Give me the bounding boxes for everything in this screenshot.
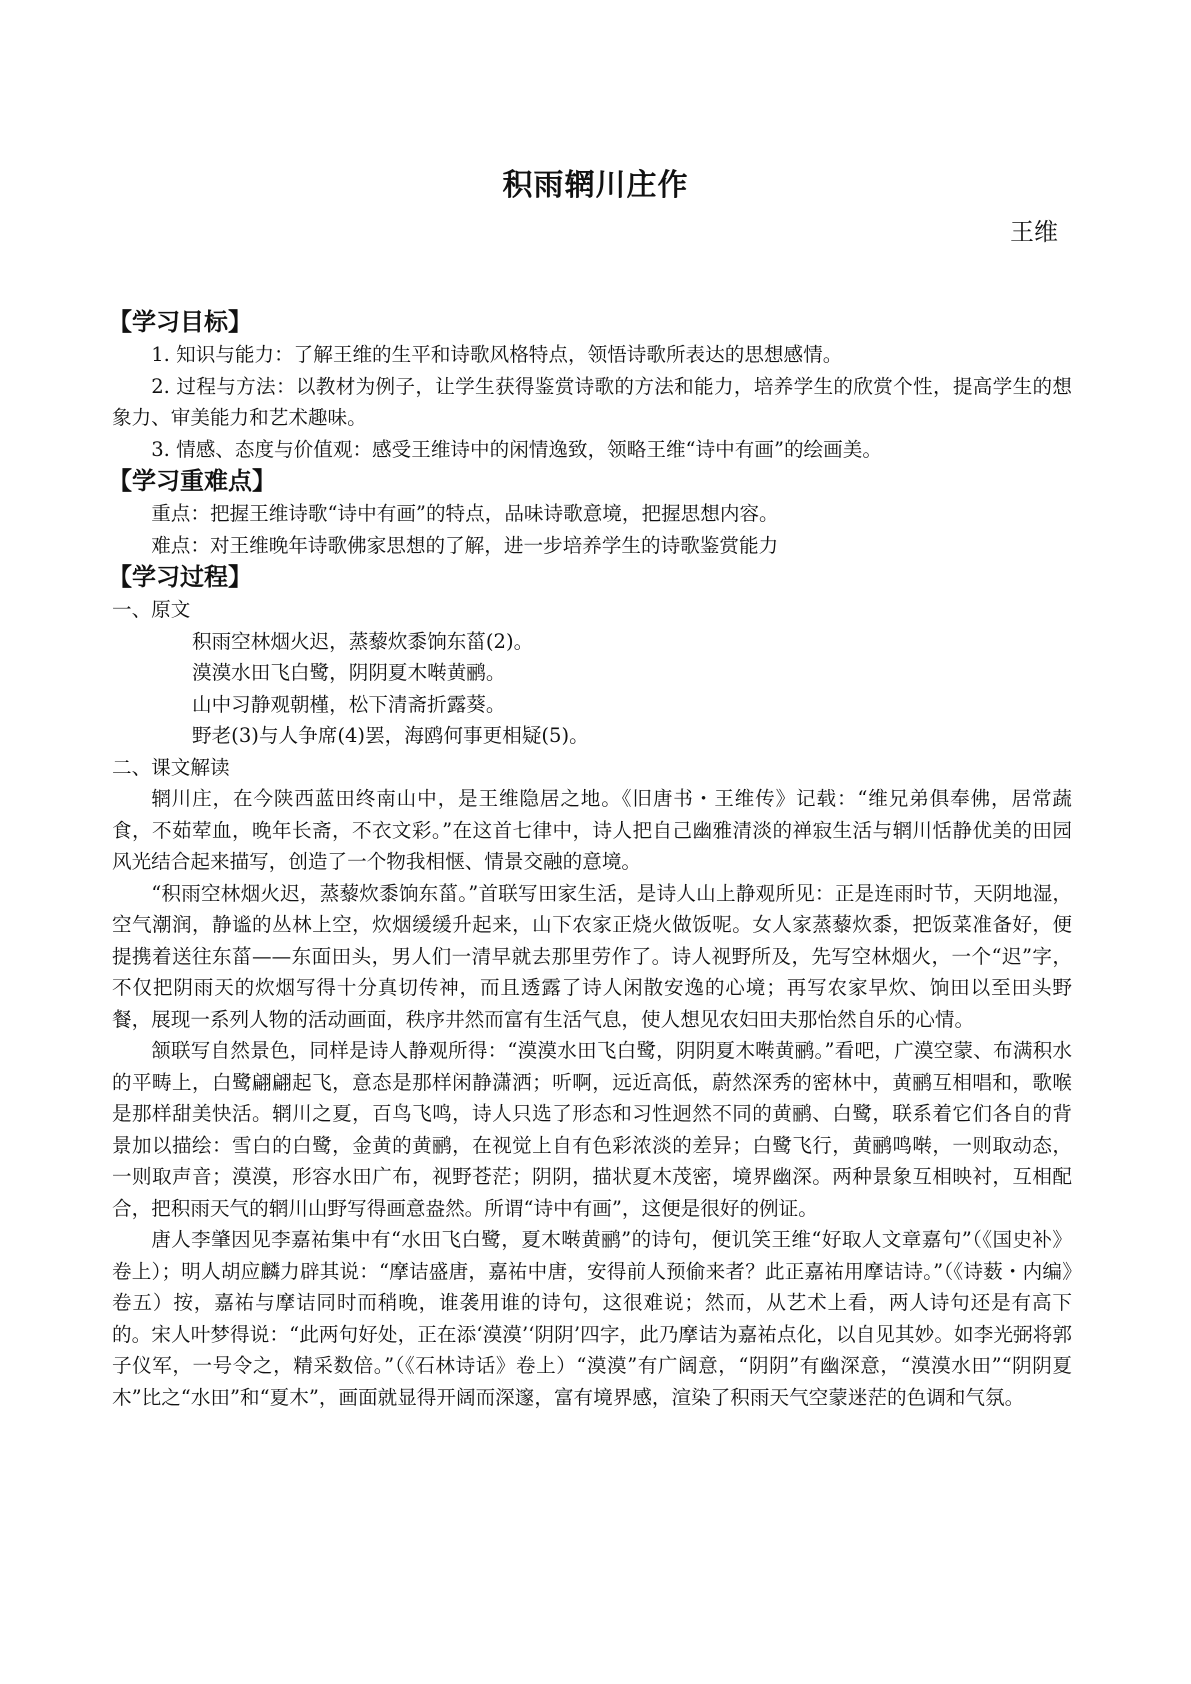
goal-item: 3. 情感、态度与价值观：感受王维诗中的闲情逸致，领略王维“诗中有画”的绘画美。: [151, 437, 882, 461]
poem-line: 野老(3)与人争席(4)罢，海鸥何事更相疑(5)。: [192, 724, 589, 747]
page-title: 积雨辋川庄作: [502, 168, 689, 203]
document-body: [108, 306, 1072, 1413]
key-points-heading: 【学习重难点】: [108, 467, 276, 495]
author-name: 王维: [1010, 218, 1058, 246]
goal-item: 1. 知识与能力：了解王维的生平和诗歌风格特点，领悟诗歌所表达的思想感情。: [151, 343, 843, 366]
poem-line: 积雨空林烟火迟，蒸藜炊黍饷东菑(2)。: [192, 629, 534, 653]
goal-item: 2. 过程与方法：以教材为例子，让学生获得鉴赏诗歌的方法和能力，培养学生的欣赏个性，提高学生的想象力、审美能力和艺术趣味。: [112, 374, 1072, 429]
goals-heading: 【学习目标】: [108, 308, 252, 336]
key-point-item: 难点：对王维晚年诗歌佛家思想的了解，进一步培养学生的诗歌鉴赏能力: [151, 533, 779, 557]
key-point-item: 重点：把握王维诗歌“诗中有画”的特点，品味诗歌意境，把握思想内容。: [151, 502, 779, 525]
analysis-label: 二、课文解读: [112, 755, 230, 779]
poem-line: 漠漠水田飞白鹭，阴阴夏木啭黄鹂。: [192, 661, 506, 684]
analysis-paragraph: 颔联写自然景色，同样是诗人静观所得：“漠漠水田飞白鹭，阴阴夏木啭黄鹂。”看吧，广漠空蒙、布满积水的平畴上，白鹭翩翩起飞，意态是那样闲静潇洒；听啊，远近高低，蔚然深秀的密林中，黄鹂互相唱和，歌喉是那样甜美快活。辋川之夏，百鸟飞鸣，诗人只选了形态和习性迥然不同的黄鹂、白鹭，联系着它们各自的背景加以描绘：雪白的白鹭，金黄的黄鹂，在视觉上自有色彩浓淡的差异；白鹭飞行，黄鹂鸣啭，一则取动态，一则取声音；漠漠，形容水田广布，视野苍茫；阴阴，描状夏木茂密，境界幽深。两种景象互相映衬，互相配合，把积雨天气的辋川山野写得画意盎然。所谓“诗中有画”，这便是很好的例证。: [112, 1039, 1072, 1220]
analysis-paragraph: 唐人李肇因见李嘉祐集中有“水田飞白鹭，夏木啭黄鹂”的诗句，便讥笑王维“好取人文章嘉句”（《国史补》卷上）；明人胡应麟力辟其说：“摩诘盛唐，嘉祐中唐，安得前人预偷来者？此正嘉祐用摩诘诗。”（《诗薮・内编》卷五）按，嘉祐与摩诘同时而稍晚，谁袭用谁的诗句，这很难说；然而，从艺术上看，两人诗句还是有高下的。宋人叶梦得说：“此两句好处，正在添‘漠漠’‘阴阴’四字，此乃摩诘为嘉祐点化，以自见其妙。如李光弼将郭子仪军，一号令之，精采数倍。”（《石林诗话》卷上）“漠漠”有广阔意，“阴阴”有幽深意，“漠漠水田”“阴阴夏木”比之“水田”和“夏木”，画面就显得开阔而深邃，富有境界感，渲染了积雨天气空蒙迷茫的色调和气氛。: [112, 1228, 1072, 1409]
analysis-paragraph: “积雨空林烟火迟，蒸藜炊黍饷东菑。”首联写田家生活，是诗人山上静观所见：正是连雨时节，天阴地湿，空气潮润，静谧的丛林上空，炊烟缓缓升起来，山下农家正烧火做饭呢。女人家蒸藜炊黍，把饭菜准备好，便提携着送往东菑——东面田头，男人们一清早就去那里劳作了。诗人视野所及，先写空林烟火，一个“迟”字，不仅把阴雨天的炊烟写得十分真切传神，而且透露了诗人闲散安逸的心境；再写农家早炊、饷田以至田头野餐，展现一系列人物的活动画面，秩序井然而富有生活气息，使人想见农妇田夫那怡然自乐的心情。: [112, 881, 1072, 1031]
poem-line: 山中习静观朝槿，松下清斋折露葵。: [192, 692, 506, 716]
analysis-paragraph: 辋川庄，在今陕西蓝田终南山中，是王维隐居之地。《旧唐书・王维传》记载：“维兄弟俱奉佛，居常蔬食，不茹荤血，晚年长斋，不衣文彩。”在这首七律中，诗人把自己幽雅清淡的禅寂生活与辋川恬静优美的田园风光结合起来描写，创造了一个物我相惬、情景交融的意境。: [112, 787, 1072, 873]
process-heading: 【学习过程】: [108, 563, 252, 591]
original-text-label: 一、原文: [112, 598, 191, 621]
